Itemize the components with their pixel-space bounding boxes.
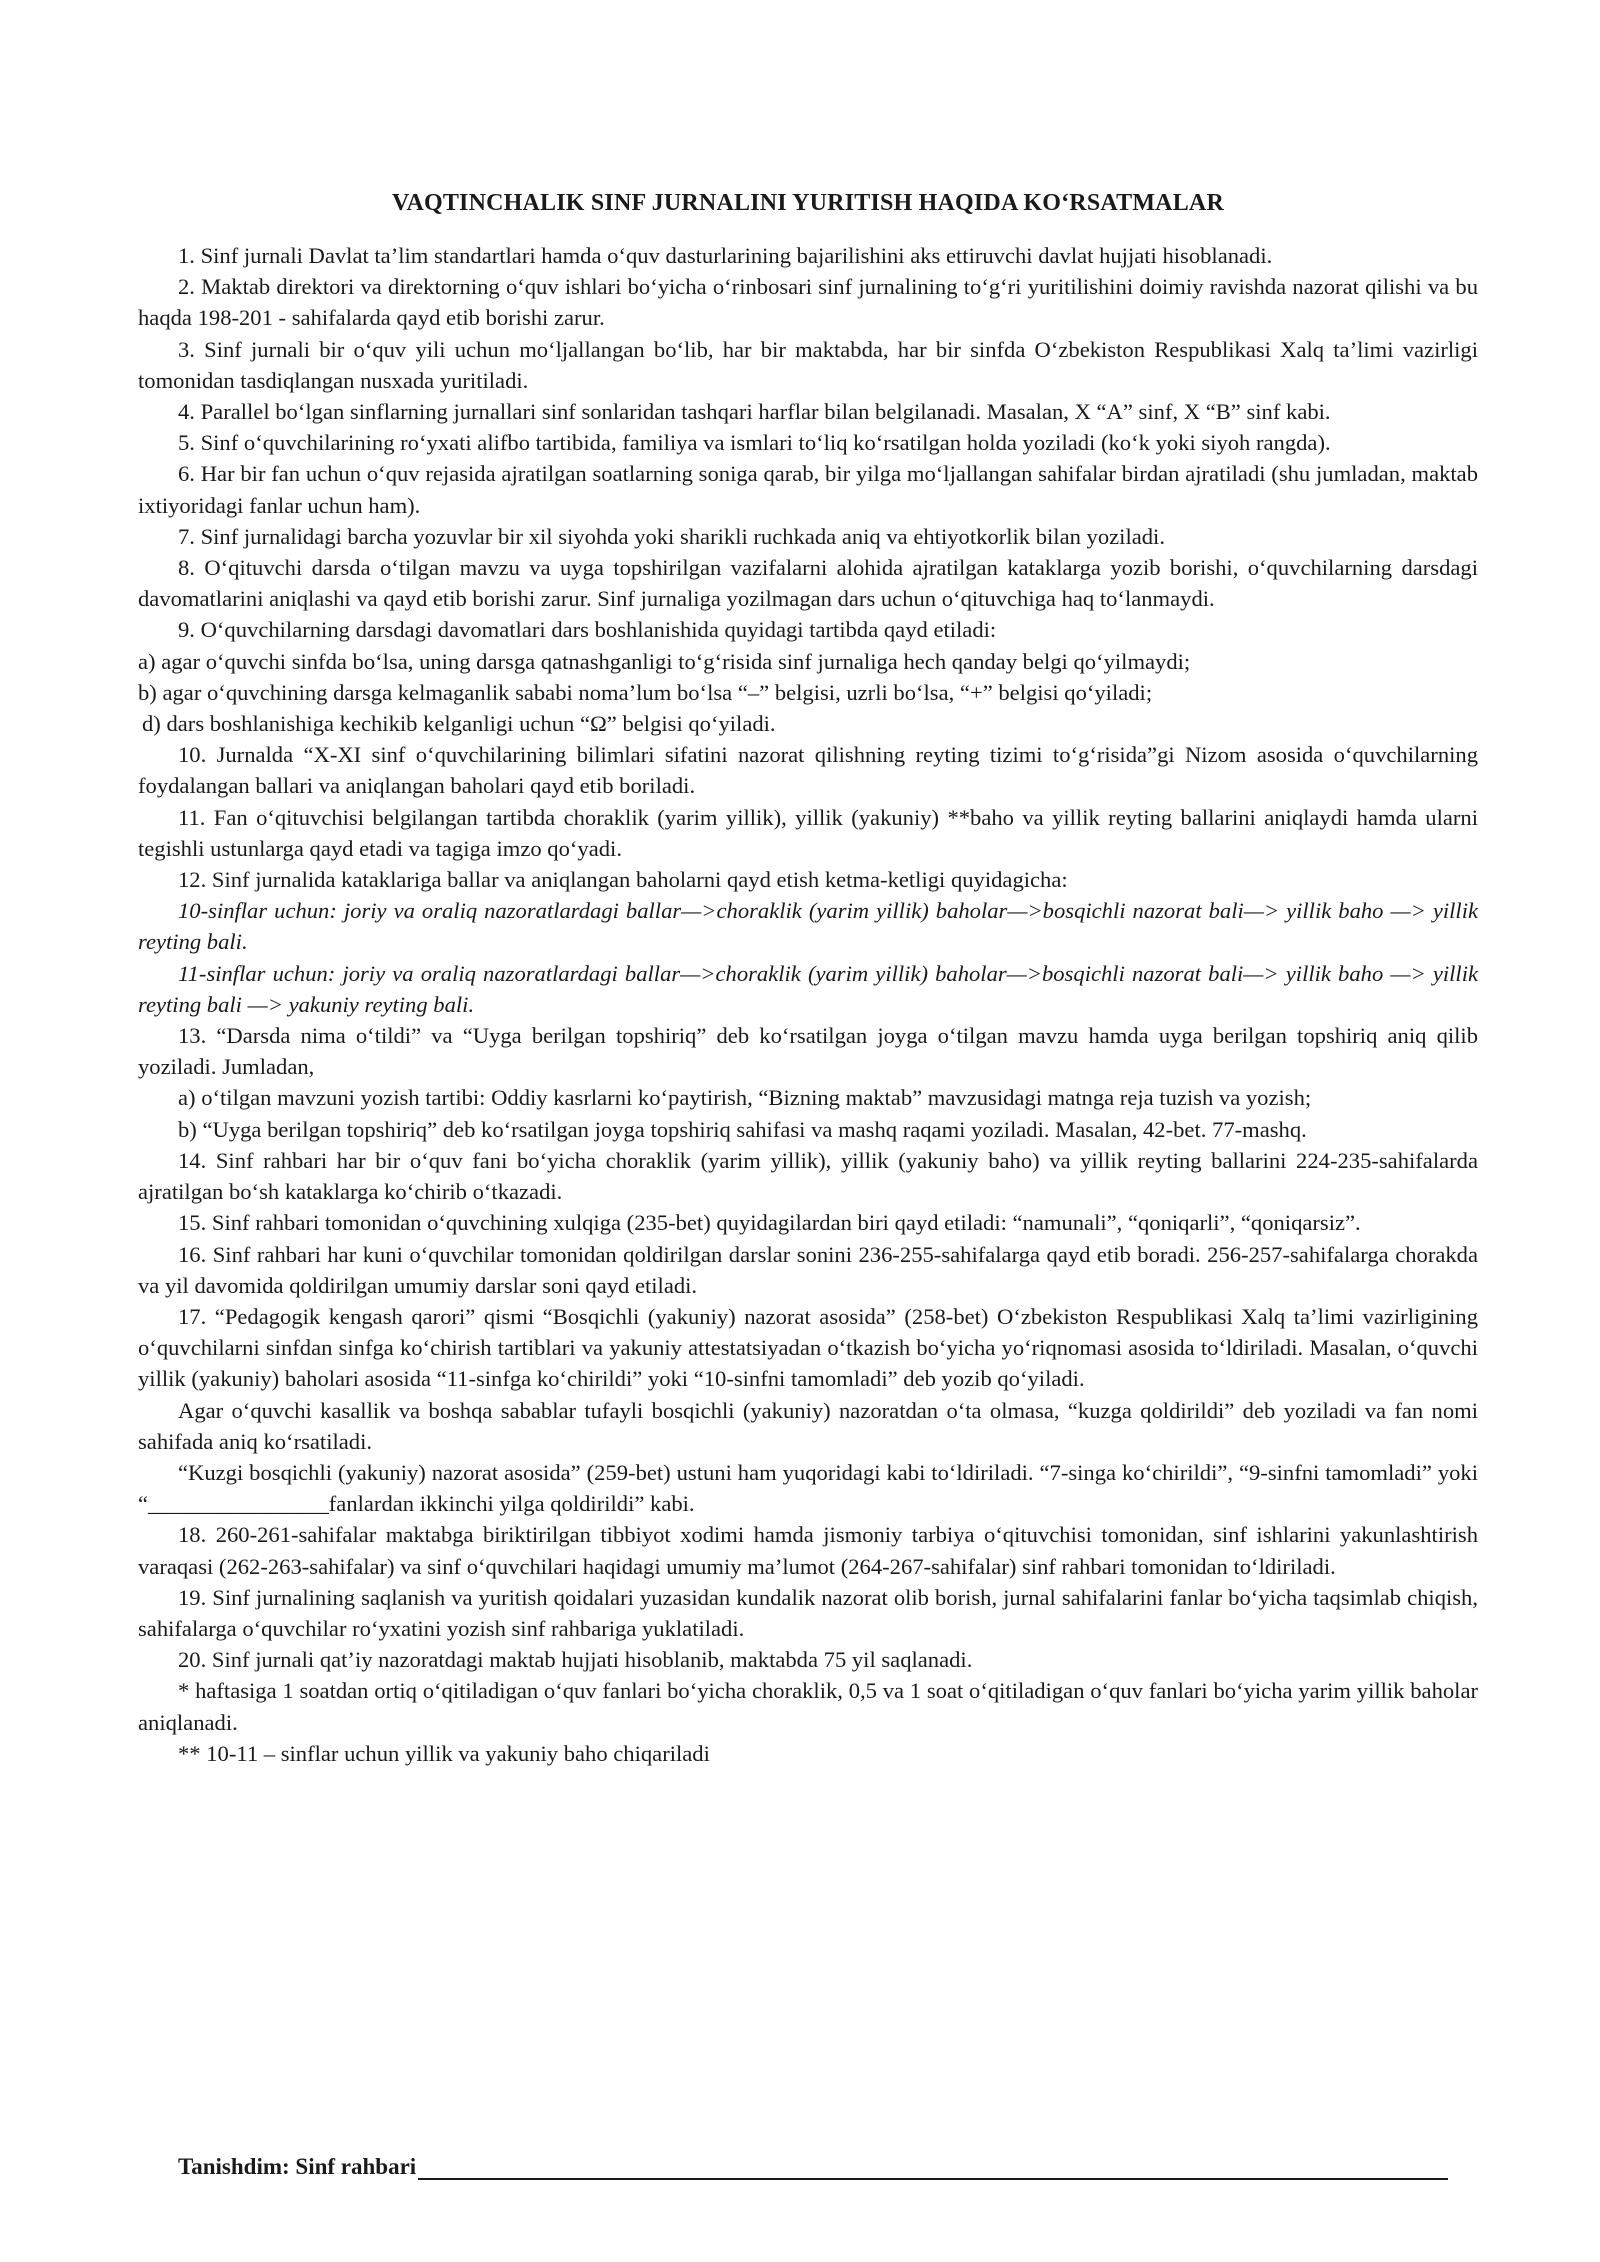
paragraph-2: 2. Maktab direktori va direktorning o‘quv ishlari bo‘yicha o‘rinbosari sinf jurnalining to‘g‘ri yuritilishini doimiy ravishda nazorat qilishi va bu haqda 198-201 - sahifalarda qayd etib borishi zarur. [138, 274, 1478, 331]
paragraph-8: 8. O‘qituvchi darsda o‘tilgan mavzu va uyga topshirilgan vazifalarni alohida ajratilgan kataklarga yozib borishi, o‘quvchilarning darsdagi davomatlarini aniqlashi va qayd etib borishi zarur. Sinf jurnaliga yozilmagan dars uchun o‘qituvchiga haq to‘lanmaydi. [138, 555, 1478, 612]
paragraph-4: 4. Parallel bo‘lgan sinflarning jurnallari sinf sonlaridan tashqari harflar bilan belgilanadi. Masalan, X “A” sinf, X “B” sinf kabi. [178, 399, 1331, 425]
paragraph-17-note-1: Agar o‘quvchi kasallik va boshqa sabablar tufayli bosqichli (yakuniy) nazoratdan o‘ta olmasa, “kuzga qoldirildi” deb yoziladi va fan nomi sahifada aniq ko‘rsatiladi. [138, 1397, 1478, 1454]
paragraph-7: 7. Sinf jurnalidagi barcha yozuvlar bir xil siyohda yoki sharikli ruchkada aniq va ehtiyotkorlik bilan yoziladi. [178, 523, 1165, 549]
paragraph-3: 3. Sinf jurnali bir o‘quv yili uchun mo‘ljallangan bo‘lib, har bir maktabda, har bir sinfda O‘zbekiston Respublikasi Xalq ta’limi vazirligi tomonidan tasdiqlangan nusxada yuritiladi. [138, 336, 1478, 393]
list-item-9b: b) agar o‘quvchining darsga kelmaganlik sababi noma’lum bo‘lsa “–” belgisi, uzrli bo‘lsa, “+” belgisi qo‘yiladi; [138, 679, 1153, 705]
document-page [138, 186, 1478, 1769]
list-item-13a: a) o‘tilgan mavzuni yozish tartibi: Oddiy kasrlarni ko‘paytirish, “Bizning maktab” mavzusidagi matnga reja tuzish va yozish; [178, 1085, 1312, 1111]
paragraph-11: 11. Fan o‘qituvchisi belgilangan tartibda choraklik (yarim yillik), yillik (yakuniy) **baho va yillik reyting ballarini aniqlaydi hamda ularni tegishli ustunlarga qayd etadi va tagiga imzo qo‘yadi. [138, 804, 1478, 861]
sequence-grade-10: 10-sinflar uchun: joriy va oraliq nazoratlardagi ballar—>choraklik (yarim yillik) baholar—>bosqichli nazorat bali—> yillik baho —> yillik reyting bali. [138, 898, 1478, 955]
paragraph-18: 18. 260-261-sahifalar maktabga biriktirilgan tibbiyot xodimi hamda jismoniy tarbiya o‘qituvchisi tomonidan, sinf ishlarini yakunlashtirish varaqasi (262-263-sahifalar) va sinf o‘quvchilari haqidagi umumiy ma’lumot (264-267-sahifalar) sinf rahbari tomonidan to‘ldiriladi. [138, 1522, 1478, 1579]
document-title: VAQTINCHALIK SINF JURNALINI YURITISH HAQIDA KO‘RSATMALAR [392, 190, 1224, 216]
footnote-1: * haftasiga 1 soatdan ortiq o‘qitiladigan o‘quv fanlari bo‘yicha choraklik, 0,5 va 1 soat o‘qitiladigan o‘quv fanlari bo‘yicha yarim yillik baholar aniqlanadi. [138, 1678, 1478, 1735]
paragraph-12: 12. Sinf jurnalida kataklariga ballar va aniqlangan baholarni qayd etish ketma-ketligi quyidagicha: [178, 867, 1068, 893]
list-item-13b: b) “Uyga berilgan topshiriq” deb ko‘rsatilgan joyga topshiriq sahifasi va mashq raqami yoziladi. Masalan, 42-bet. 77-mashq. [178, 1116, 1307, 1142]
footnote-2: ** 10-11 – sinflar uchun yillik va yakuniy baho chiqariladi [178, 1740, 710, 1766]
paragraph-19: 19. Sinf jurnalining saqlanish va yuritish qoidalari yuzasidan kundalik nazorat olib borish, jurnal sahifalarini fanlar bo‘yicha taqsimlab chiqish, sahifalarga o‘quvchilar ro‘yxatini yozish sinf rahbariga yuklatiladi. [138, 1584, 1478, 1641]
paragraph-1: 1. Sinf jurnali Davlat ta’lim standartlari hamda o‘quv dasturlarining bajarilishini aks ettiruvchi davlat hujjati hisoblanadi. [178, 243, 1273, 268]
paragraph-14: 14. Sinf rahbari har bir o‘quv fani bo‘yicha choraklik (yarim yillik), yillik (yakuniy baho) va yillik reyting ballarini 224-235-sahifalarda ajratilgan bo‘sh kataklarga ko‘chirib o‘tkazadi. [138, 1147, 1478, 1205]
paragraph-5: 5. Sinf o‘quvchilarining ro‘yxati alifbo tartibida, familiya va ismlari to‘liq ko‘rsatilgan holda yoziladi (ko‘k yoki siyoh rangda). [178, 430, 1331, 456]
sequence-grade-11: 11-sinflar uchun: joriy va oraliq nazoratlardagi ballar—>choraklik (yarim yillik) baholar—>bosqichli nazorat bali—> yillik baho —> yillik reyting bali —> yakuniy reyting bali. [138, 960, 1478, 1017]
list-item-9d: d) dars boshlanishiga kechikib kelganligi uchun “Ω” belgisi qo‘yiladi. [142, 711, 776, 737]
signature-line [418, 2152, 1448, 2180]
paragraph-10: 10. Jurnalda “X-XI sinf o‘quvchilarining bilimlari sifatini nazorat qilishning reyting tizimi to‘g‘risida”gi Nizom asosida o‘quvchilarning foydalangan ballari va aniqlangan baholari qayd etib boriladi. [138, 742, 1478, 799]
paragraph-17: 17. “Pedagogik kengash qarori” qismi “Bosqichli (yakuniy) nazorat asosida” (258-bet) O‘zbekiston Respublikasi Xalq ta’limi vazirligining o‘quvchilarni sinfdan sinfga ko‘chirish tartiblari va yakuniy attestatsiyadan o‘tkazish bo‘yicha yo‘riqnomasi asosida to‘ldiriladi. Masalan, o‘quvchi yillik (yakuniy) baholari asosida “11-sinfga ko‘chirildi” yoki “10-sinfni tamomladi” deb yozib qo‘yiladi. [138, 1303, 1478, 1392]
paragraph-15: 15. Sinf rahbari tomonidan o‘quvchining xulqiga (235-bet) quyidagilardan biri qayd etiladi: “namunali”, “qoniqarli”, “qoniqarsiz”. [178, 1210, 1361, 1236]
signature-label: Tanishdim: Sinf rahbari [178, 2154, 417, 2179]
signature-block [178, 2152, 1448, 2180]
list-item-9a: a) agar o‘quvchi sinfda bo‘lsa, uning darsga qatnashganligi to‘g‘risida sinf jurnaliga hech qanday belgi qo‘yilmaydi; [138, 648, 1191, 674]
paragraph-13: 13. “Darsda nima o‘tildi” va “Uyga berilgan topshiriq” deb ko‘rsatilgan joyga o‘tilgan mavzu hamda uyga berilgan topshiriq aniq qilib yoziladi. Jumladan, [138, 1023, 1478, 1080]
paragraph-20: 20. Sinf jurnali qat’iy nazoratdagi maktab hujjati hisoblanib, maktabda 75 yil saqlanadi. [178, 1647, 973, 1673]
paragraph-17-note-2: “Kuzgi bosqichli (yakuniy) nazorat asosida” (259-bet) ustuni ham yuqoridagi kabi to‘ldiriladi. “7-singa ko‘chirildi”, “9-sinfni tamomladi” yoki “________________fanlardan ikkinchi yilga qoldirildi” kabi. [138, 1459, 1478, 1517]
paragraph-16: 16. Sinf rahbari har kuni o‘quvchilar tomonidan qoldirilgan darslar sonini 236-255-sahifalarga qayd etib boradi. 256-257-sahifalarga chorakda va yil davomida qoldirilgan umumiy darslar soni qayd etiladi. [138, 1241, 1478, 1298]
paragraph-9: 9. O‘quvchilarning darsdagi davomatlari dars boshlanishida quyidagi tartibda qayd etiladi: [178, 617, 997, 643]
paragraph-6: 6. Har bir fan uchun o‘quv rejasida ajratilgan soatlarning soniga qarab, bir yilga mo‘ljallangan sahifalar birdan ajratiladi (shu jumladan, maktab ixtiyoridagi fanlar uchun ham). [138, 461, 1478, 518]
